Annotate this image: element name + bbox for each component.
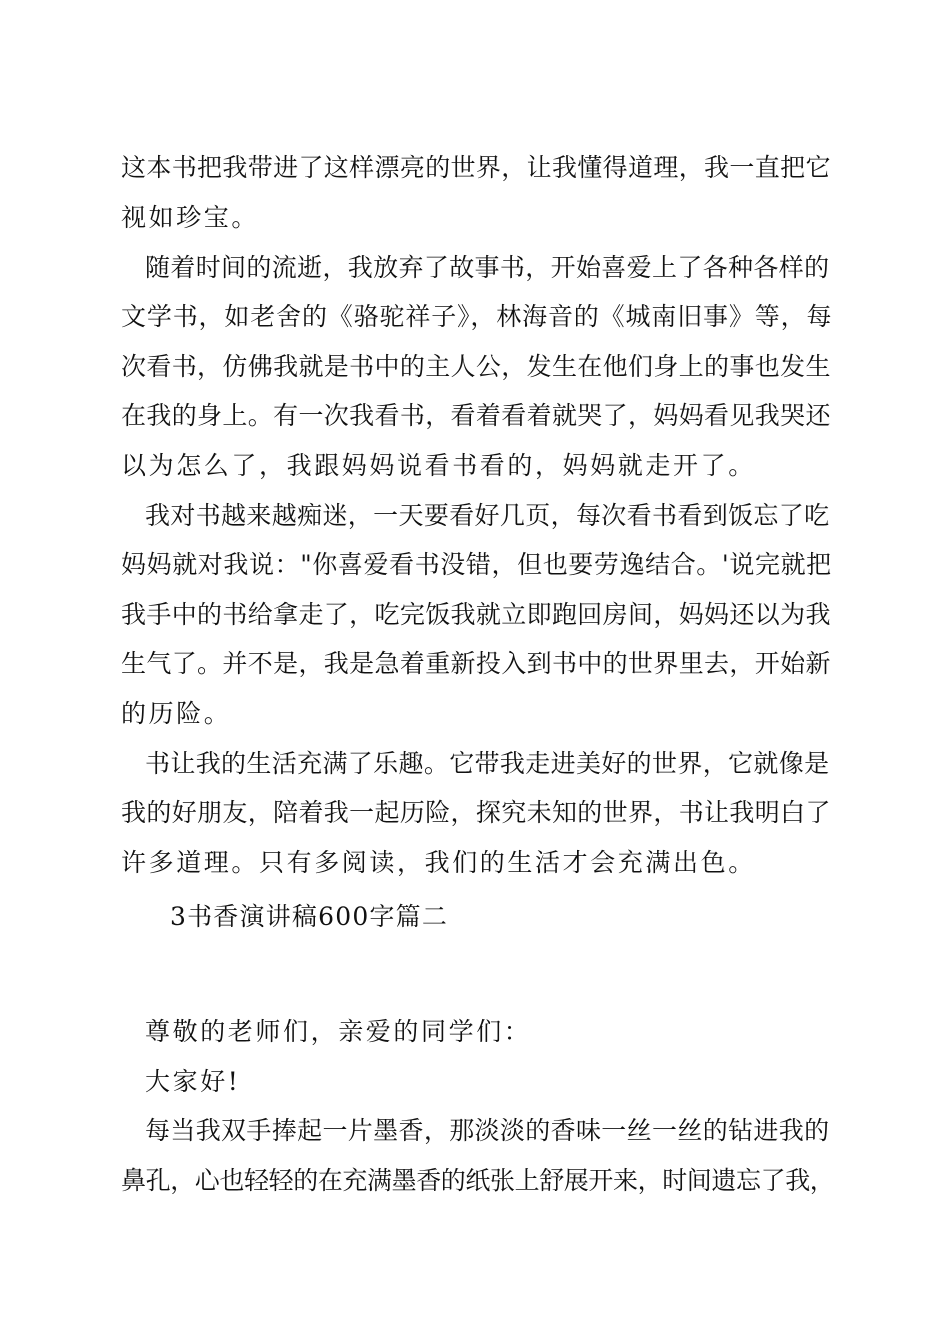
paragraph-line: 随着时间的流逝，我放弃了故事书，开始喜爱上了各种各样的 (145, 253, 830, 282)
paragraph-line: 每当我双手捧起一片墨香，那淡淡的香味一丝一丝的钻进我的 (145, 1116, 830, 1145)
section-heading: 3书香演讲稿600字篇二 (170, 902, 449, 931)
paragraph-line: 书让我的生活充满了乐趣。它带我走进美好的世界，它就像是 (145, 749, 830, 778)
paragraph-line: 许多道理。只有多阅读，我们的生活才会充满出色。 (121, 848, 756, 877)
paragraph-line: 鼻孔，心也轻轻的在充满墨香的纸张上舒展开来，时间遗忘了我， (121, 1166, 835, 1195)
paragraph-line: 视如珍宝。 (121, 203, 260, 232)
paragraph-line: 妈妈就对我说："你喜爱看书没错，但也要劳逸结合。'说完就把 (121, 550, 832, 579)
paragraph-line: 生气了。并不是，我是急着重新投入到书中的世界里去，开始新 (121, 649, 831, 678)
greeting-line: 大家好! (145, 1067, 241, 1096)
paragraph-line: 以为怎么了，我跟妈妈说看书看的，妈妈就走开了。 (121, 451, 756, 480)
paragraph-line: 次看书，仿佛我就是书中的主人公，发生在他们身上的事也发生 (121, 352, 831, 381)
paragraph-line: 的历险。 (121, 699, 232, 728)
paragraph-line: 文学书，如老舍的《骆驼祥子》，林海音的《城南旧事》等，每 (121, 302, 833, 331)
paragraph-line: 这本书把我带进了这样漂亮的世界，让我懂得道理，我一直把它 (121, 153, 831, 182)
paragraph-line: 我对书越来越痴迷，一天要看好几页，每次看书看到饭忘了吃 (145, 501, 830, 530)
salutation-line: 尊敬的老师们，亲爱的同学们： (145, 1017, 532, 1046)
paragraph-line: 我手中的书给拿走了，吃完饭我就立即跑回房间，妈妈还以为我 (121, 600, 831, 629)
paragraph-line: 在我的身上。有一次我看书，看着看着就哭了，妈妈看见我哭还 (121, 401, 831, 430)
paragraph-line: 我的好朋友，陪着我一起历险，探究未知的世界，书让我明白了 (121, 798, 831, 827)
